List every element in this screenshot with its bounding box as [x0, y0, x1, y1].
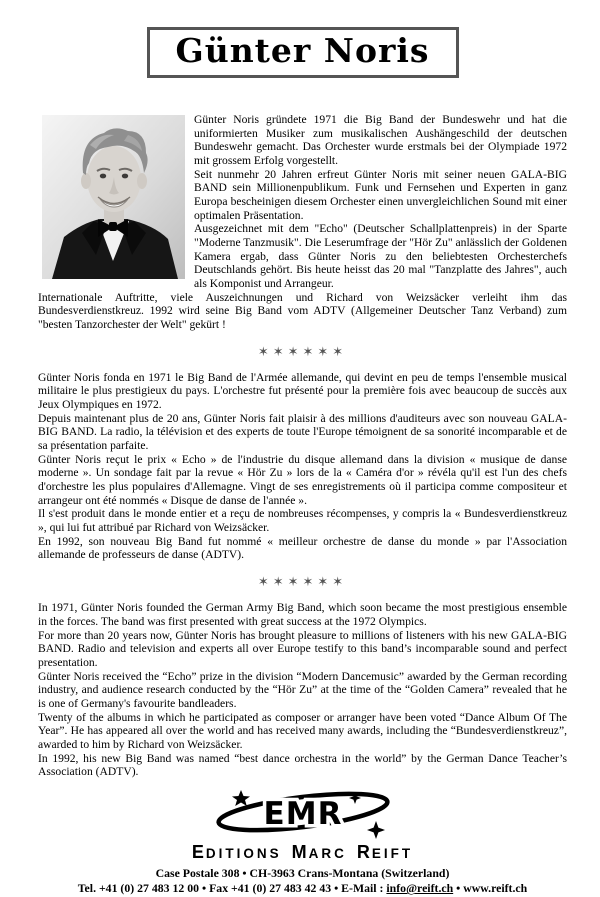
english-paragraph: Twenty of the albums in which he participated as composer or arranger have been voted “Dance Album Of The Year”. He has appeared all over the world and has received many awards, including the “Bundesverdienstkreuz”, awarded to him by Richard von Weizsäcker. — [38, 710, 567, 751]
footer-address-line: Case Postale 308 • CH-3963 Crans-Montana (Switzerland) — [155, 865, 450, 880]
english-paragraph: In 1971, Günter Noris founded the German Army Big Band, which soon became the most prestigious ensemble in the forces. The band was first presented with great success at the 1972 Olympics. — [38, 601, 567, 628]
english-biography-section — [38, 601, 567, 779]
wordmark-rest: ARC — [308, 845, 347, 861]
english-paragraph: Günter Noris received the “Echo” prize in the division “Modern Dancemusic” awarded by the German recording industry, and audience research conducted by the “Hör Zu” at the time of the “Golden Camera” revealed that he is one of Germany's favourite bandleaders. — [38, 669, 567, 710]
wordmark-word — [356, 841, 414, 862]
editions-marc-reift-wordmark — [38, 842, 567, 863]
wordmark-initial: R — [356, 841, 372, 862]
german-paragraph: Ausgezeichnet mit dem "Echo" (Deutscher Schallplattenpreis) in der Sparte "Moderne Tanzmusik". Die Leserumfrage der "Hör Zu" anlässlich der Goldenen Kamera ergab, dass Günter Noris zu den beliebtesten Orchesterchefs Deutschlands gehört. Bis heute heisst das 20 mal "Tanzplatte des Jahres", auch als Komponist und Arrangeur. — [194, 222, 567, 291]
wordmark-initial: E — [191, 841, 206, 862]
german-paragraph: Seit nunmehr 20 Jahren erfreut Günter Noris mit seiner neuen GALA-BIG BAND sein Millionenpublikum. Funk und Fernsehen und Experten in ganz Europa bescheinigen diesem Orchester einen unvergleichlichen Sound mit einer optimalen Präsentation. — [194, 167, 567, 222]
french-paragraph: Günter Noris fonda en 1971 le Big Band de l'Armée allemande, qui devint en peu de temps l'ensemble musical militaire le plus prestigieux du pays. L'orchestre fut présenté pour la première fois avec beaucoup de succès aux Jeux Olympiques en 1972. — [38, 370, 567, 412]
footer — [38, 866, 567, 897]
star-separator: ✶✶✶✶✶✶ — [257, 344, 348, 360]
german-paragraph: Günter Noris gründete 1971 die Big Band der Bundeswehr und hat die uniformierten Musiker zum musikalischen Aushängeschild der deutschen Bundeswehr gemacht. Das Orchester wurde erstmals bei der Olympiade 1972 mit grossem Erfolg vorgestellt. — [194, 113, 567, 168]
emr-logo-icon — [203, 787, 403, 841]
french-biography-section — [38, 371, 567, 562]
portrait-photo — [42, 115, 185, 279]
footer-contact-prefix: Tel. +41 (0) 27 483 12 00 • Fax +41 (0) 27 483 42 43 • E-Mail : — [77, 881, 387, 896]
french-paragraph: Depuis maintenant plus de 20 ans, Günter Noris fait plaisir à des millions d'auditeurs avec son nouveau GALA-BIG BAND. La radio, la télévision et des experts de toute l'Europe témoignent de sa sonorité incomparable et de sa présentation parfaite. — [38, 411, 567, 453]
emr-logo-text: EMR — [263, 795, 342, 832]
german-biography-section — [38, 113, 567, 332]
french-paragraph: Günter Noris reçut le prix « Echo » de l'industrie du disque allemand dans la division « musique de danse moderne ». Un sondage fait par la revue « Hör Zu » lors de la « Caméra d'or » révéla qu'il est l'un des chefs d'orchestre les plus populaires d'Allemagne. Vingt de ses enregistrements où il participa comme compositeur et arrangeur ont été nommés « Disque de danse de l'année ». — [38, 452, 567, 507]
wordmark-initial: M — [291, 841, 309, 862]
footer-contact-suffix: • www.reift.ch — [453, 881, 528, 896]
star-separator: ✶✶✶✶✶✶ — [257, 575, 348, 591]
portrait-photo-image — [42, 115, 185, 279]
footer-contact-line — [38, 881, 567, 896]
page-title: Günter Noris — [175, 31, 430, 70]
english-paragraph: For more than 20 years now, Günter Noris has brought pleasure to millions of listeners with his new GALA-BIG BAND. Radio and television and experts all over Europe testify to this band’s incomparable sound and perfect presentation. — [38, 628, 567, 669]
wordmark-word — [291, 841, 347, 862]
wordmark-rest: DITIONS — [205, 845, 282, 861]
email-link[interactable]: info@reift.ch — [386, 881, 454, 896]
title-box — [147, 27, 459, 78]
german-paragraph: Internationale Auftritte, viele Auszeichnungen und Richard von Weizsäcker verleiht ihm das Bundesverdienstkreuz. 1992 wird seine Big Band vom ADTV (Allgemeiner Deutscher Tanz Verband) zum "besten Tanzorchester der Welt" gekürt ! — [38, 290, 567, 332]
english-paragraph: In 1992, his new Big Band was named “best dance orchestra in the world” by the German Dance Teacher’s Association (ADTV). — [38, 751, 567, 779]
french-paragraph: En 1992, son nouveau Big Band fut nommé « meilleur orchestre de danse du monde » par l'Association allemande de professeurs de danse (ADTV). — [38, 534, 567, 562]
star-icon — [367, 821, 385, 839]
wordmark-word — [191, 841, 282, 862]
wordmark-rest: EIFT — [371, 845, 414, 861]
publisher-logo — [38, 787, 567, 863]
french-paragraph: Il s'est produit dans le monde entier et a reçu de nombreuses récompenses, y compris la « Bundesverdienstkreuz », qui lui fut attribué par Richard von Weizsäcker. — [38, 507, 567, 535]
star-icon — [232, 790, 250, 806]
